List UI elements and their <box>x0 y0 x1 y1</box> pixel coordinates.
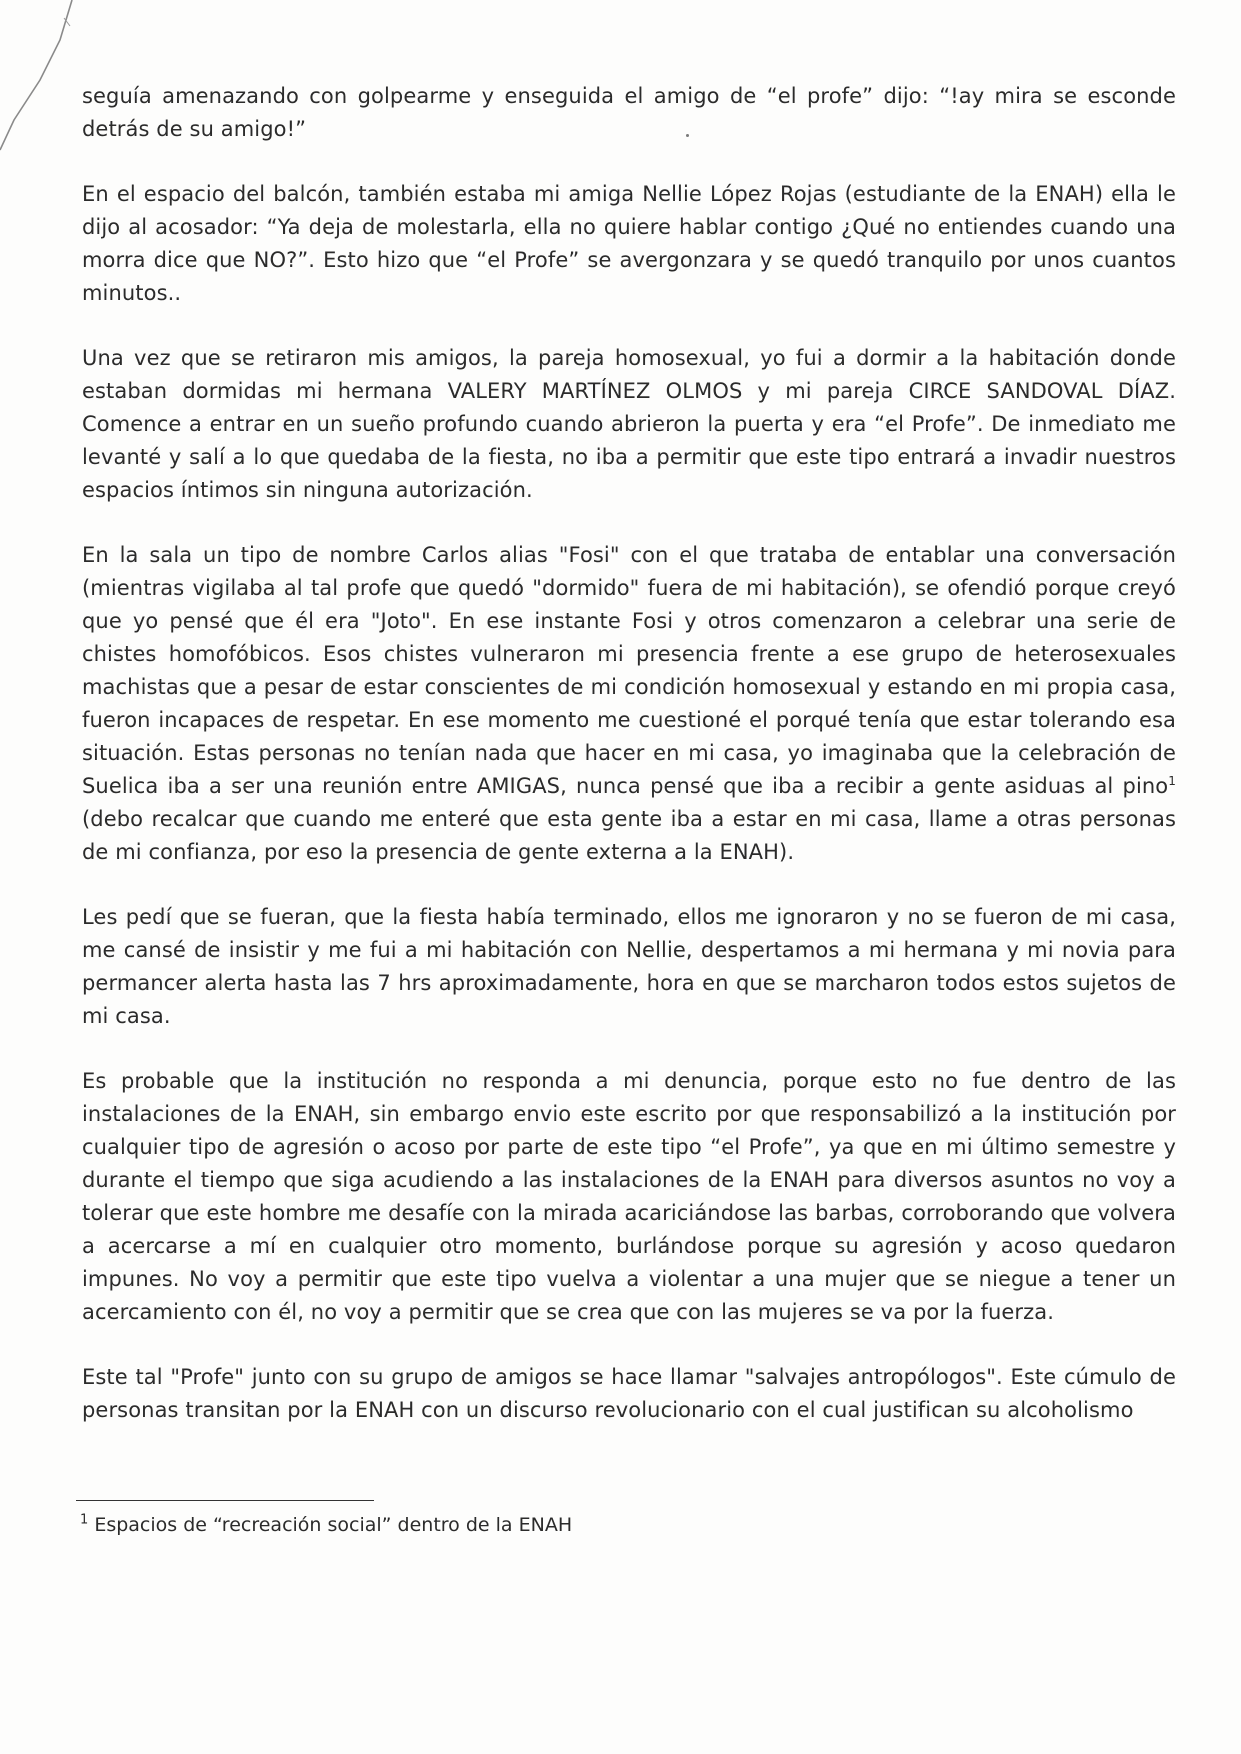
scan-edge-mark <box>0 0 90 160</box>
footnote-reference[interactable]: 1 <box>1168 774 1176 788</box>
footnote-marker: 1 <box>80 1512 89 1528</box>
paragraph-4-text: En la sala un tipo de nombre Carlos alias "Fosi" con el que trataba de entablar una conversación (mientras vigilaba al tal profe que quedó "dormido" fuera de mi habitación), se ofendió porque creyó que yo pensé que él era "Joto". En ese instante Fosi y otros comenzaron a celebrar una serie de chistes homofóbicos. Esos chistes vulneraron mi presencia frente a ese grupo de heterosexuales machistas que a pesar de estar conscientes de mi condición homosexual y estando en mi propia casa, fueron incapaces de respetar. En ese momento me cuestioné el porqué tenía que estar tolerando esa situación. Estas personas no tenían nada que hacer en mi casa, yo imaginaba que la celebración de Suelica iba a ser una reunión entre AMIGAS, nunca pensé que iba a recibir a gente asiduas al pino <box>82 543 1176 798</box>
footnote-text: Espacios de “recreación social” dentro de la ENAH <box>88 1514 573 1536</box>
paragraph-4 <box>82 539 1176 869</box>
footnote <box>80 1512 572 1538</box>
paragraph-4-text-continued: (debo recalcar que cuando me enteré que esta gente iba a estar en mi casa, llame a otras personas de mi confianza, por eso la presencia de gente externa a la ENAH). <box>82 807 1176 864</box>
footnote-divider <box>76 1500 374 1501</box>
paragraph-3: Una vez que se retiraron mis amigos, la pareja homosexual, yo fui a dormir a la habitación donde estaban dormidas mi hermana VALERY MARTÍNEZ OLMOS y mi pareja CIRCE SANDOVAL DÍAZ. Comence a entrar en un sueño profundo cuando abrieron la puerta y era “el Profe”. De inmediato me levanté y salí a lo que quedaba de la fiesta, no iba a permitir que este tipo entrará a invadir nuestros espacios íntimos sin ninguna autorización. <box>82 346 1176 502</box>
paragraph-7: Este tal "Profe" junto con su grupo de amigos se hace llamar "salvajes antropólogos". Este cúmulo de personas transitan por la ENAH con un discurso revolucionario con el cual justifican su alcoholismo <box>82 1365 1176 1422</box>
paragraph-6: Es probable que la institución no responda a mi denuncia, porque esto no fue dentro de las instalaciones de la ENAH, sin embargo envio este escrito por que responsabilizó a la institución por cualquier tipo de agresión o acoso por parte de este tipo “el Profe”, ya que en mi último semestre y durante el tiempo que siga acudiendo a las instalaciones de la ENAH para diversos asuntos no voy a tolerar que este hombre me desafíe con la mirada acariciándose las barbas, corroborando que volvera a acercarse a mí en cualquier otro momento, burlándose porque su agresión y acoso quedaron impunes. No voy a permitir que este tipo vuelva a violentar a una mujer que se niegue a tener un acercamiento con él, no voy a permitir que se crea que con las mujeres se va por la fuerza. <box>82 1069 1176 1324</box>
paragraph-2: En el espacio del balcón, también estaba mi amiga Nellie López Rojas (estudiante de la ENAH) ella le dijo al acosador: “Ya deja de molestarla, ella no quiere hablar contigo ¿Qué no entiendes cuando una morra dice que NO?”. Esto hizo que “el Profe” se avergonzara y se quedó tranquilo por unos cuantos minutos.. <box>82 182 1176 305</box>
letter-body <box>82 80 1176 1459</box>
paragraph-5: Les pedí que se fueran, que la fiesta había terminado, ellos me ignoraron y no se fueron de mi casa, me cansé de insistir y me fui a mi habitación con Nellie, despertamos a mi hermana y mi novia para permancer alerta hasta las 7 hrs aproximadamente, hora en que se marcharon todos estos sujetos de mi casa. <box>82 905 1176 1028</box>
paragraph-1: seguía amenazando con golpearme y enseguida el amigo de “el profe” dijo: “!ay mira se esconde detrás de su amigo!” <box>82 84 1176 141</box>
